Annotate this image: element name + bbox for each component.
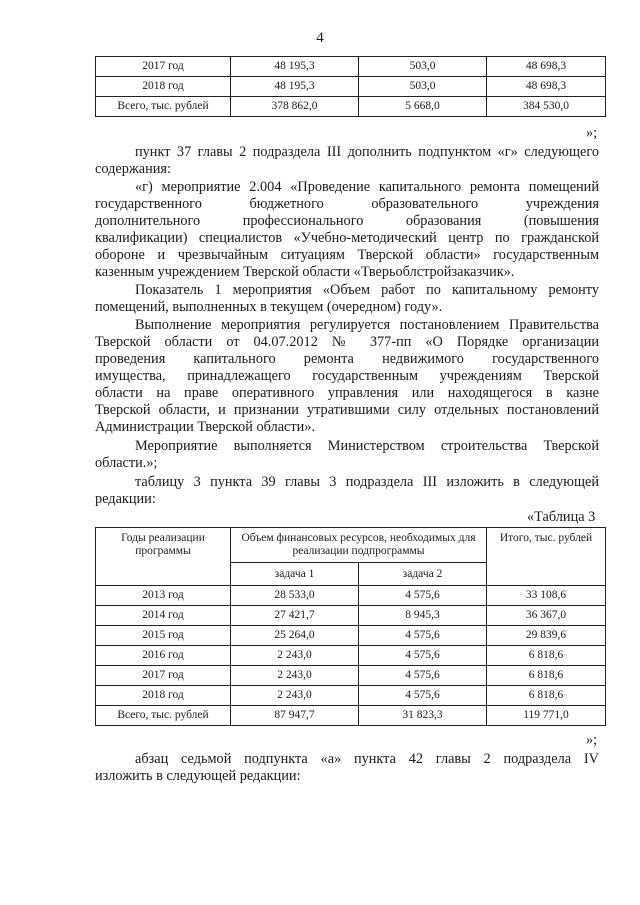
paragraph-line: помещений, выполненных в текущем (очередном) году». [95,299,443,315]
paragraph-line: проведения капитального ремонта недвижимого государственного [95,351,599,367]
paragraph-line: содержания: [95,161,171,177]
paragraph-line: редакции: [95,491,156,507]
paragraph-line: Показатель 1 мероприятия «Объем работ по капитальному ремонту [135,282,599,298]
paragraph-line: государственного бюджетного образовательного учреждения [95,196,599,212]
header-task2: задача 2 [359,563,487,586]
table-row [96,686,606,706]
paragraph-line: квалификации) специалистов «Учебно-методический центр по гражданской [95,230,599,246]
table-3 [95,527,606,726]
header-years: Годы реализации программы [96,528,231,586]
paragraph-line: области.»; [95,455,158,471]
table-cell: 2014 год [96,606,231,626]
table-header-row [96,528,606,563]
paragraph-line: казенным учреждением Тверской области «Тверьоблстройзаказчик». [95,264,515,280]
paragraph-line: дополнительного профессионального образования (повышения [95,213,599,229]
table-row [96,626,606,646]
table-cell: 2 243,0 [231,686,359,706]
closing-quote: »; [586,125,598,141]
paragraph-line: области на праве оперативного управления или находящегося в казне [95,385,599,401]
table-cell: 25 264,0 [231,626,359,646]
table-cell: 36 367,0 [487,606,606,626]
paragraph-line: имущества, принадлежащего государственным учреждениям Тверской [95,368,599,384]
table-cell: 2017 год [96,666,231,686]
table-cell: 503,0 [359,57,487,77]
table-continuation [95,56,606,117]
table-cell: 6 818,6 [487,666,606,686]
table-cell: 4 575,6 [359,686,487,706]
table-cell: 28 533,0 [231,586,359,606]
table-cell: 4 575,6 [359,586,487,606]
table-cell: 29 839,6 [487,626,606,646]
table-cell: 48 698,3 [487,77,606,97]
table-cell: 119 771,0 [487,706,606,726]
table-cell: 48 698,3 [487,57,606,77]
table-cell: 33 108,6 [487,586,606,606]
paragraph-line: Администрации Тверской области». [95,419,316,435]
paragraph-line: пункт 37 главы 2 подраздела III дополнить подпунктом «г» следующего [135,144,599,160]
table-cell: 48 195,3 [231,77,359,97]
table-cell: 4 575,6 [359,646,487,666]
table-cell: 2 243,0 [231,646,359,666]
table-cell: 2018 год [96,77,231,97]
paragraph-line: Мероприятие выполняется Министерством строительства Тверской [135,438,599,454]
paragraph-line: Тверской области, и признании утратившими силу отдельных постановлений [95,402,599,418]
paragraph-line: «г) мероприятие 2.004 «Проведение капитального ремонта помещений [135,179,599,195]
table-cell: 4 575,6 [359,626,487,646]
table-row [96,97,606,117]
paragraph-line: Выполнение мероприятия регулируется постановлением Правительства [135,317,599,333]
table-cell: 2016 год [96,646,231,666]
closing-quote: »; [586,732,598,748]
table-cell: Всего, тыс. рублей [96,97,231,117]
table-cell: 2015 год [96,626,231,646]
table-cell: 2017 год [96,57,231,77]
table-cell: Всего, тыс. рублей [96,706,231,726]
table-cell: 27 421,7 [231,606,359,626]
table-row [96,606,606,626]
page-number: 4 [316,30,324,46]
table-row [96,586,606,606]
table-cell: 2013 год [96,586,231,606]
paragraph-line: изложить в следующей редакции: [95,768,301,784]
table-cell: 503,0 [359,77,487,97]
header-volume: Объем финансовых ресурсов, необходимых для реализации подпрограммы [231,528,487,563]
table-cell: 6 818,6 [487,686,606,706]
table-cell: 384 530,0 [487,97,606,117]
table-caption: «Таблица 3 [527,509,596,525]
table-cell: 5 668,0 [359,97,487,117]
table-cell: 87 947,7 [231,706,359,726]
header-task1: задача 1 [231,563,359,586]
table-cell: 48 195,3 [231,57,359,77]
table-cell: 8 945,3 [359,606,487,626]
paragraph-line: Тверской области от 04.07.2012 № 377-пп «О Порядке организации [95,334,599,350]
table-row [96,57,606,77]
table-row [96,646,606,666]
table-row [96,77,606,97]
paragraph-line: обороне и чрезвычайным ситуациям Тверской области» государственным [95,247,599,263]
paragraph-line: абзац седьмой подпункта «а» пункта 42 главы 2 подраздела IV [135,751,599,767]
table-cell: 2 243,0 [231,666,359,686]
table-row [96,706,606,726]
table-cell: 6 818,6 [487,646,606,666]
paragraph-line: таблицу 3 пункта 39 главы 3 подраздела III изложить в следующей [135,474,599,490]
table-row [96,666,606,686]
table-cell: 31 823,3 [359,706,487,726]
table-cell: 378 862,0 [231,97,359,117]
header-total: Итого, тыс. рублей [487,528,606,586]
table-cell: 4 575,6 [359,666,487,686]
table-cell: 2018 год [96,686,231,706]
